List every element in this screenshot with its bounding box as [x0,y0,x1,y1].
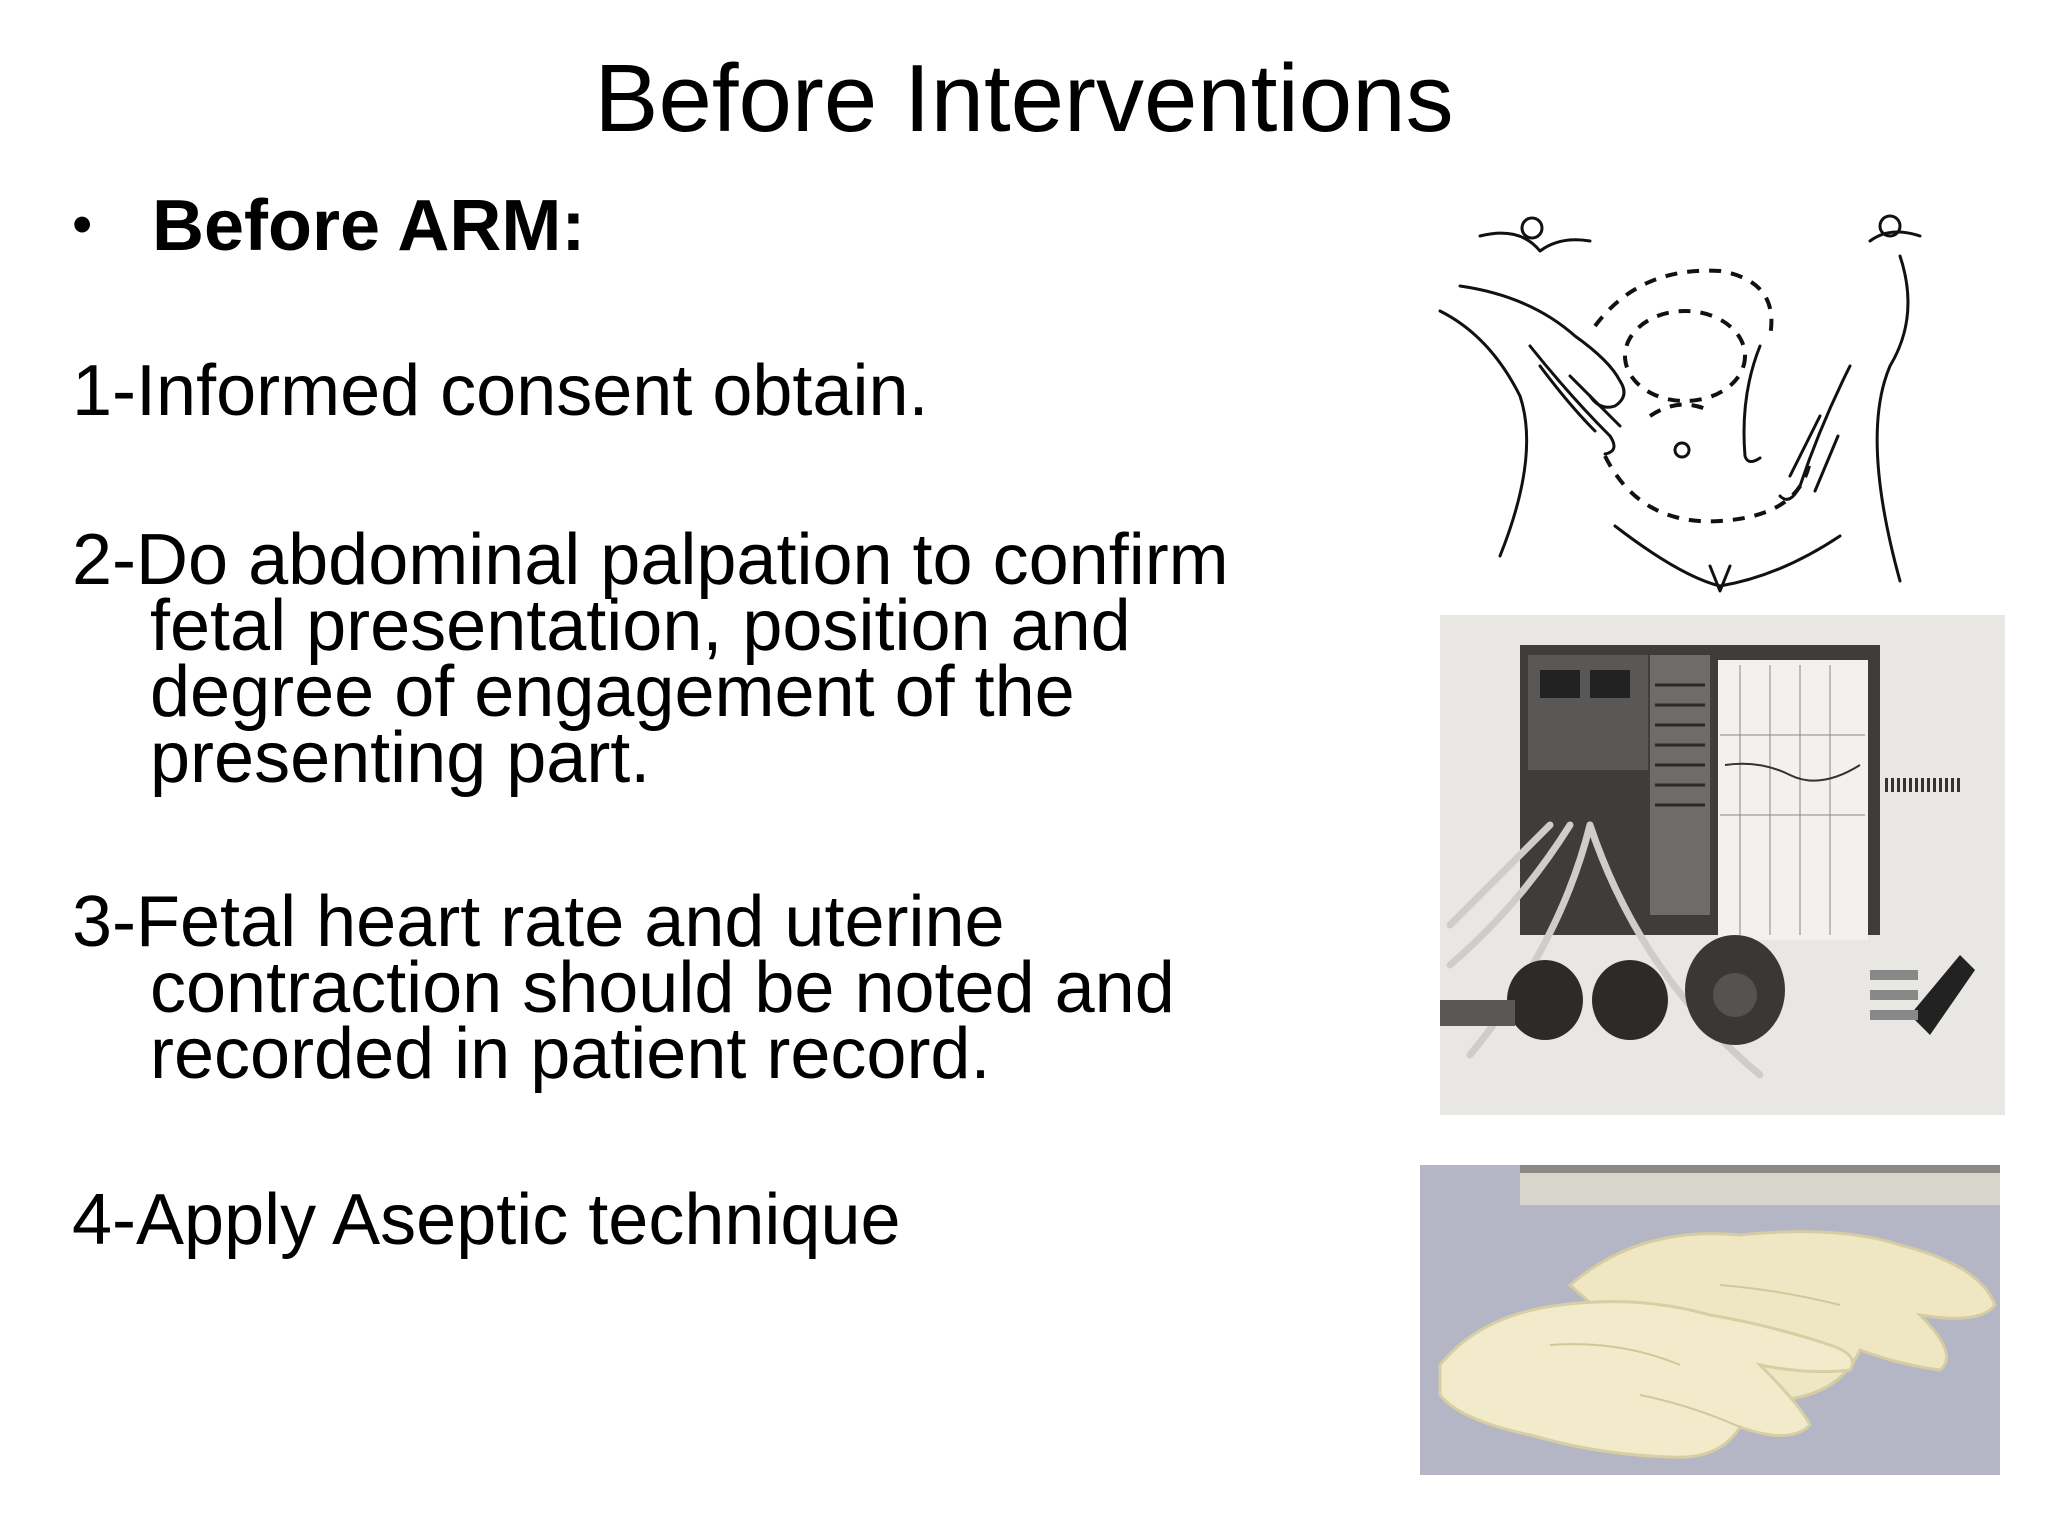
bullet-label: Before ARM: [152,186,586,266]
step-line: fetal presentation, position and [150,586,1131,666]
step-fetal-heart-rate [72,882,1175,1094]
step-line: 3-Fetal heart rate and uterine [72,882,1005,962]
step-line: degree of engagement of the [150,652,1075,732]
abdominal-palpation-illustration [1420,196,1970,596]
sterile-gloves-photo [1420,1165,2000,1475]
step-informed-consent [72,351,929,431]
fetal-monitor-photo [1440,615,2005,1115]
step-line: 2-Do abdominal palpation to confirm [72,520,1229,600]
step-abdominal-palpation [72,520,1229,798]
step-line: recorded in patient record. [150,1014,991,1094]
fetal-monitor-icon [1440,615,2005,1115]
palpation-drawing-icon [1420,196,1970,596]
step-line: contraction should be noted and [150,948,1175,1028]
step-aseptic-technique [72,1180,901,1260]
bullet-marker: • [72,192,93,257]
step-line: presenting part. [150,718,651,798]
sterile-gloves-icon [1420,1165,2000,1475]
step-line: 1-Informed consent obtain. [72,351,929,431]
step-line: 4-Apply Aseptic technique [72,1180,901,1260]
slide-title: Before Interventions [594,45,1454,152]
